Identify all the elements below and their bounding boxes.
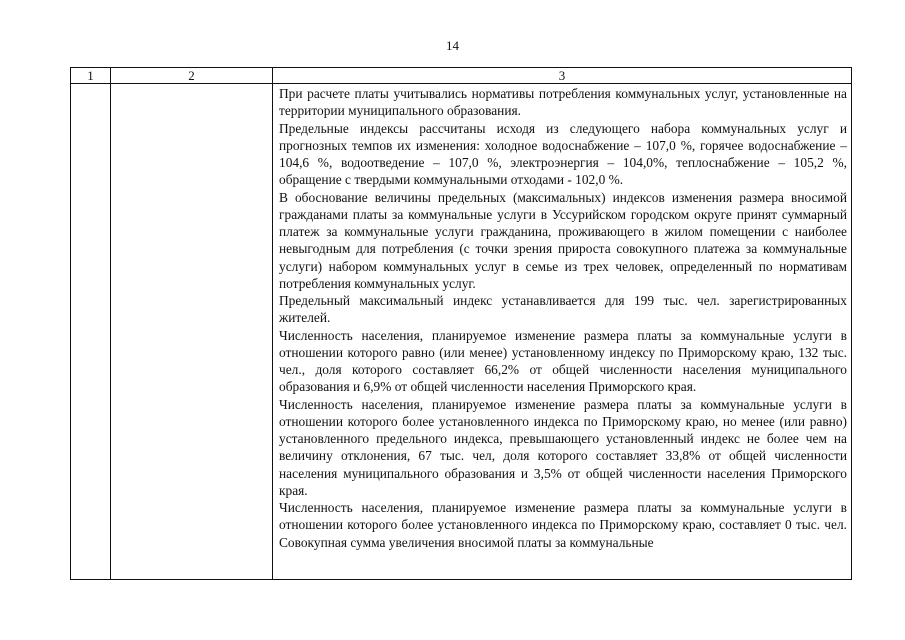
table-cell-col-2: [111, 84, 273, 580]
paragraph-population-equal: Численность населения, планируемое изменение размера платы за коммунальные услуги в отношении которого равно (или менее) установленному индексу по Приморскому краю, 132 тыс. чел., доля которого составляет 66,2% от общей численности населения муниципального образования и 6,9% от общей численности населения Приморского края.: [279, 327, 847, 395]
paragraph-indices: Предельные индексы рассчитаны исходя из следующего набора коммунальных услуг и прогнозных темпов их изменения: холодное водоснабжение – 107,0 %, горячее водоснабжение – 104,6 %, водоотведение – 107,0 %, электроэнергия – 104,0%, теплоснабжение – 105,2 %, обращение с твердыми коммунальными отходами - 102,0 %.: [279, 120, 847, 188]
table-header-row: [71, 68, 852, 84]
paragraph-norms: При расчете платы учитывались нормативы потребления коммунальных услуг, установленные на территории муниципального образования.: [279, 86, 847, 119]
table-cell-col-3: [273, 84, 852, 580]
page-number: 14: [446, 38, 459, 53]
paragraph-justification: В обоснование величины предельных (максимальных) индексов изменения размера вносимой гражданами платы за коммунальные услуги в Уссурийском городском округе принят суммарный платеж за коммунальные услуги гражданина, проживающего в жилом помещении с наиболее невыгодным для потребления (с точки зрения прироста совокупного платежа за коммунальные услуги) набором коммунальных услуг в семье из трех человек, определенный по нормативам потребления коммунальных услуг.: [279, 189, 847, 291]
column-header-3: 3: [273, 68, 852, 84]
column-header-1: 1: [71, 68, 111, 84]
paragraph-population-above: Численность населения, планируемое изменение размера платы за коммунальные услуги в отношении которого более установленного индекса по Приморскому краю, но менее (или равно) установленного предельного индекса, превышающего установленный индекс не более чем на величину отклонения, 67 тыс. чел, доля которого составляет 33,8% от общей численности населения муниципального образования и 3,5% от общей численности населения Приморского края.: [279, 396, 847, 498]
table-cell-col-1: [71, 84, 111, 580]
paragraph-population-exceeding: Численность населения, планируемое изменение размера платы за коммунальные услуги в отношении которого более установленного индекса по Приморскому краю, составляет 0 тыс. чел. Совокупная сумма увеличения вносимой платы за коммунальные: [279, 500, 847, 550]
column-header-2: 2: [111, 68, 273, 84]
cell-text-block: [273, 84, 851, 579]
document-table: [70, 67, 852, 580]
paragraph-max-index: Предельный максимальный индекс устанавливается для 199 тыс. чел. зарегистрированных жителей.: [279, 293, 847, 326]
table-row: [71, 84, 852, 580]
